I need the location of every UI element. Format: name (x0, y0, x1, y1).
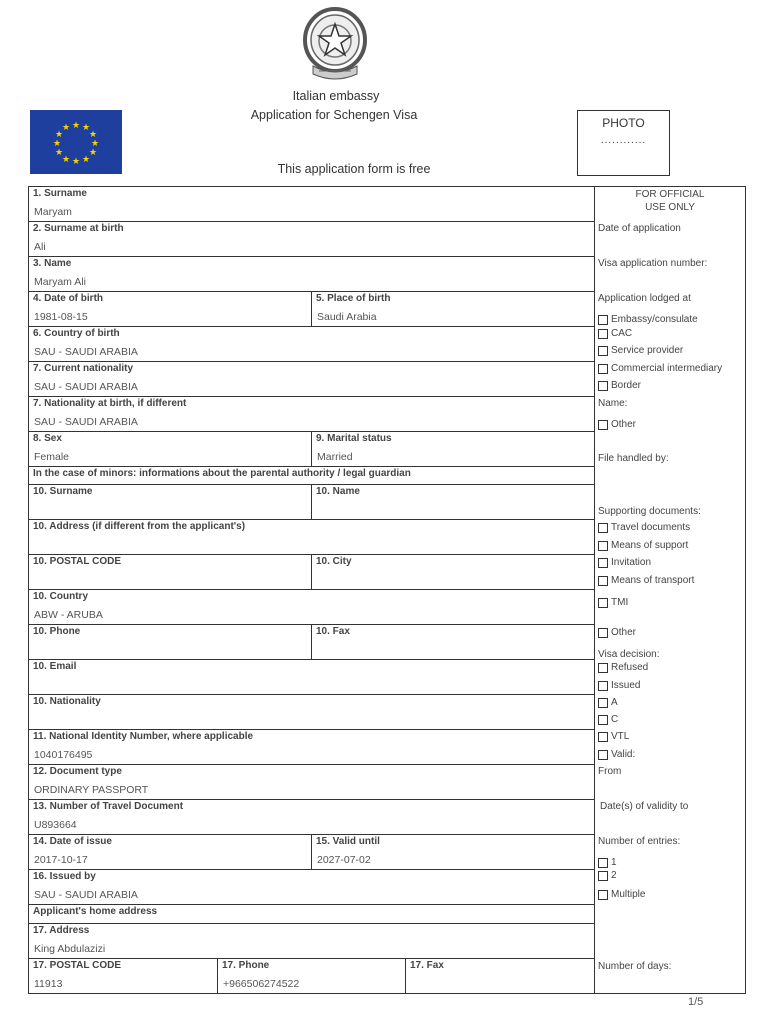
minors-section-header (29, 467, 595, 485)
field-label: 10. POSTAL CODE (33, 556, 121, 567)
checkbox-label: Embassy/consulate (611, 314, 698, 325)
field-value: SAU - SAUDI ARABIA (34, 346, 138, 358)
field-value: Married (317, 451, 353, 463)
field-label: 10. Address (if different from the applicant's) (33, 521, 246, 532)
field-place-of-birth[interactable] (312, 292, 595, 327)
field-label: 10. Nationality (33, 696, 101, 707)
field-sex[interactable] (29, 432, 312, 467)
eu-flag (30, 110, 122, 174)
checkbox-label: CAC (611, 328, 633, 339)
name-label: Name: (598, 398, 628, 409)
checkbox-label: Refused (611, 662, 649, 673)
field-value: +966506274522 (223, 978, 300, 990)
field-value: U893664 (34, 819, 77, 831)
field-guardian-nationality[interactable] (29, 695, 595, 730)
field-country-of-birth[interactable] (29, 327, 595, 362)
field-name[interactable] (29, 257, 595, 292)
svg-text:★: ★ (52, 139, 62, 149)
section-heading: In the case of minors: informations about the parental authority / legal guardian (33, 468, 411, 479)
field-guardian-name[interactable] (312, 485, 595, 520)
free-note: This application form is free (277, 162, 431, 176)
field-value: 11913 (34, 978, 63, 990)
number-of-days-label: Number of days: (598, 961, 672, 972)
field-value: SAU - SAUDI ARABIA (34, 381, 138, 393)
field-date-of-birth[interactable] (29, 292, 312, 327)
field-label: 14. Date of issue (33, 836, 112, 847)
field-surname-at-birth[interactable] (29, 222, 595, 257)
field-label: 10. City (316, 556, 352, 567)
field-value: Maryam Ali (34, 276, 86, 288)
field-document-type[interactable] (29, 765, 595, 800)
checkbox-tmi[interactable] (598, 597, 628, 608)
checkbox-type-a[interactable] (598, 697, 618, 708)
field-label: 13. Number of Travel Document (33, 801, 184, 812)
checkbox-label: Means of support (611, 540, 689, 551)
checkbox-invitation[interactable] (598, 557, 651, 568)
checkbox-box[interactable] (598, 315, 608, 325)
checkbox-label: 1 (611, 857, 617, 868)
field-label: 16. Issued by (33, 871, 96, 882)
lodged-at-label: Application lodged at (598, 293, 691, 304)
field-value: Ali (34, 241, 46, 253)
checkbox-travel-documents[interactable] (598, 522, 690, 533)
field-label: 1. Surname (33, 188, 87, 199)
field-surname[interactable] (29, 187, 595, 222)
field-label: 6. Country of birth (33, 328, 120, 339)
checkbox-entries-multiple[interactable] (598, 889, 645, 900)
official-title-2: USE ONLY (645, 202, 695, 213)
field-value: SAU - SAUDI ARABIA (34, 416, 138, 428)
svg-text:★: ★ (81, 155, 91, 165)
checkbox-label: VTL (611, 731, 630, 742)
field-guardian-city[interactable] (312, 555, 595, 590)
checkbox-box[interactable] (598, 541, 608, 551)
visa-decision-label: Visa decision: (598, 649, 660, 660)
checkbox-box[interactable] (598, 598, 608, 608)
visa-number-label: Visa application number: (598, 258, 708, 269)
field-label: 3. Name (33, 258, 72, 269)
embassy-title: Italian embassy (292, 89, 380, 103)
field-travel-document-number[interactable] (29, 800, 595, 835)
svg-text:★: ★ (71, 157, 81, 167)
checkbox-box[interactable] (598, 750, 608, 760)
field-value: Maryam (34, 206, 72, 218)
checkbox-border[interactable] (598, 380, 641, 391)
svg-text:★: ★ (61, 123, 71, 133)
checkbox-label: Means of transport (611, 575, 695, 586)
checkbox-label: Other (611, 627, 637, 638)
field-date-of-issue[interactable] (29, 835, 312, 870)
validity-label: Date(s) of validity to (600, 801, 689, 812)
entries-label: Number of entries: (598, 836, 681, 847)
field-address[interactable] (29, 924, 595, 959)
field-value: Saudi Arabia (317, 311, 377, 323)
checkbox-box[interactable] (598, 364, 608, 374)
field-label: 9. Marital status (316, 433, 392, 444)
checkbox-box[interactable] (598, 628, 608, 638)
field-current-nationality[interactable] (29, 362, 595, 397)
checkbox-means-of-transport[interactable] (598, 575, 694, 586)
page-number: 1/5 (688, 996, 704, 1008)
photo-box (577, 110, 670, 176)
field-label: 8. Sex (33, 433, 62, 444)
field-nationality-at-birth[interactable] (29, 397, 595, 432)
field-value: King Abdulazizi (34, 943, 106, 955)
checkbox-label: Multiple (611, 889, 646, 900)
checkbox-box[interactable] (598, 381, 608, 391)
checkbox-other-2[interactable] (598, 627, 636, 638)
field-label: 12. Document type (33, 766, 122, 777)
svg-text:★: ★ (90, 139, 100, 149)
field-label: 10. Name (316, 486, 360, 497)
photo-dots: ............ (600, 135, 647, 146)
checkbox-label: TMI (611, 597, 629, 608)
field-guardian-fax[interactable] (312, 625, 595, 660)
field-label: 17. POSTAL CODE (33, 960, 121, 971)
field-phone[interactable] (218, 959, 406, 993)
checkbox-label: Travel documents (611, 522, 691, 533)
checkbox-box[interactable] (598, 329, 608, 339)
field-label: 17. Fax (410, 960, 444, 971)
checkbox-label: Commercial intermediary (611, 363, 723, 374)
field-guardian-country[interactable] (29, 590, 595, 625)
checkbox-other[interactable] (598, 419, 636, 430)
file-handled-label: File handled by: (598, 453, 669, 464)
field-value: SAU - SAUDI ARABIA (34, 889, 138, 901)
checkbox-box[interactable] (598, 420, 608, 430)
field-value: Female (34, 451, 70, 463)
checkbox-label: Service provider (611, 345, 684, 356)
official-use-section (595, 187, 745, 993)
checkbox-embassy[interactable] (598, 314, 698, 325)
field-label: 10. Country (33, 591, 89, 602)
checkbox-label: A (611, 697, 618, 708)
field-label: 10. Email (33, 661, 77, 672)
field-label: 10. Surname (33, 486, 93, 497)
svg-text:★: ★ (88, 148, 98, 158)
section-heading: Applicant's home address (33, 906, 158, 917)
checkbox-box[interactable] (598, 346, 608, 356)
field-issued-by[interactable] (29, 870, 595, 905)
form-title: Application for Schengen Visa (250, 108, 418, 122)
official-title-1: FOR OFFICIAL (635, 189, 705, 200)
checkbox-box[interactable] (598, 698, 608, 708)
checkbox-refused[interactable] (598, 662, 648, 673)
supporting-docs-label: Supporting documents: (598, 506, 701, 517)
checkbox-box[interactable] (598, 732, 608, 742)
svg-text:★: ★ (54, 148, 64, 158)
checkbox-issued[interactable] (598, 680, 640, 691)
checkbox-entries-2[interactable] (598, 870, 617, 881)
checkbox-label: Valid: (611, 749, 636, 760)
field-label: 4. Date of birth (33, 293, 104, 304)
checkbox-box[interactable] (598, 871, 608, 881)
applicant-section (29, 187, 595, 993)
field-label: 17. Address (33, 925, 90, 936)
checkbox-box[interactable] (598, 663, 608, 673)
svg-text:★: ★ (81, 123, 91, 133)
field-postal-code[interactable] (29, 959, 218, 993)
checkbox-means-of-support[interactable] (598, 540, 688, 551)
date-of-application-label: Date of application (598, 223, 681, 234)
checkbox-valid[interactable] (598, 749, 635, 760)
field-label: 7. Current nationality (33, 363, 134, 374)
checkbox-commercial-intermediary[interactable] (598, 363, 722, 374)
field-fax[interactable] (406, 959, 595, 993)
checkbox-box[interactable] (598, 523, 608, 533)
checkbox-box[interactable] (598, 576, 608, 586)
field-guardian-phone[interactable] (29, 625, 312, 660)
checkbox-box[interactable] (598, 681, 608, 691)
from-label: From (598, 766, 622, 777)
field-value: 1981-08-15 (34, 311, 88, 323)
field-value: 2017-10-17 (34, 854, 88, 866)
checkbox-box[interactable] (598, 858, 608, 868)
italian-emblem (299, 4, 371, 84)
field-marital-status[interactable] (312, 432, 595, 467)
checkbox-box[interactable] (598, 715, 608, 725)
field-label: 2. Surname at birth (33, 223, 124, 234)
field-label: 10. Fax (316, 626, 350, 637)
field-label: 17. Phone (222, 960, 270, 971)
photo-label: PHOTO (602, 116, 645, 130)
checkbox-type-c[interactable] (598, 714, 618, 725)
field-value: ORDINARY PASSPORT (34, 784, 149, 796)
field-value: ABW - ARUBA (34, 609, 103, 621)
field-label: 15. Valid until (316, 836, 380, 847)
checkbox-label: Other (611, 419, 637, 430)
checkbox-label: C (611, 714, 619, 725)
checkbox-entries-1[interactable] (598, 857, 617, 868)
checkbox-service-provider[interactable] (598, 345, 683, 356)
checkbox-label: Issued (611, 680, 641, 691)
field-label: 5. Place of birth (316, 293, 391, 304)
field-guardian-surname[interactable] (29, 485, 312, 520)
field-national-id[interactable] (29, 730, 595, 765)
svg-text:★: ★ (61, 155, 71, 165)
field-guardian-address[interactable] (29, 520, 595, 555)
field-valid-until[interactable] (312, 835, 595, 870)
checkbox-label: Border (611, 380, 642, 391)
field-value: 1040176495 (34, 749, 93, 761)
field-guardian-postal-code[interactable] (29, 555, 312, 590)
svg-text:★: ★ (88, 130, 98, 140)
home-address-header (29, 905, 595, 924)
application-form (28, 186, 746, 994)
field-guardian-email[interactable] (29, 660, 595, 695)
checkbox-label: Invitation (611, 557, 652, 568)
svg-text:★: ★ (54, 130, 64, 140)
checkbox-vtl[interactable] (598, 731, 629, 742)
checkbox-box[interactable] (598, 890, 608, 900)
field-label: 7. Nationality at birth, if different (33, 398, 187, 409)
checkbox-cac[interactable] (598, 328, 632, 339)
field-value: 2027-07-02 (317, 854, 371, 866)
field-label: 10. Phone (33, 626, 81, 637)
checkbox-box[interactable] (598, 558, 608, 568)
field-label: 11. National Identity Number, where applicable (33, 731, 254, 742)
svg-text:★: ★ (71, 121, 81, 131)
checkbox-label: 2 (611, 870, 617, 881)
